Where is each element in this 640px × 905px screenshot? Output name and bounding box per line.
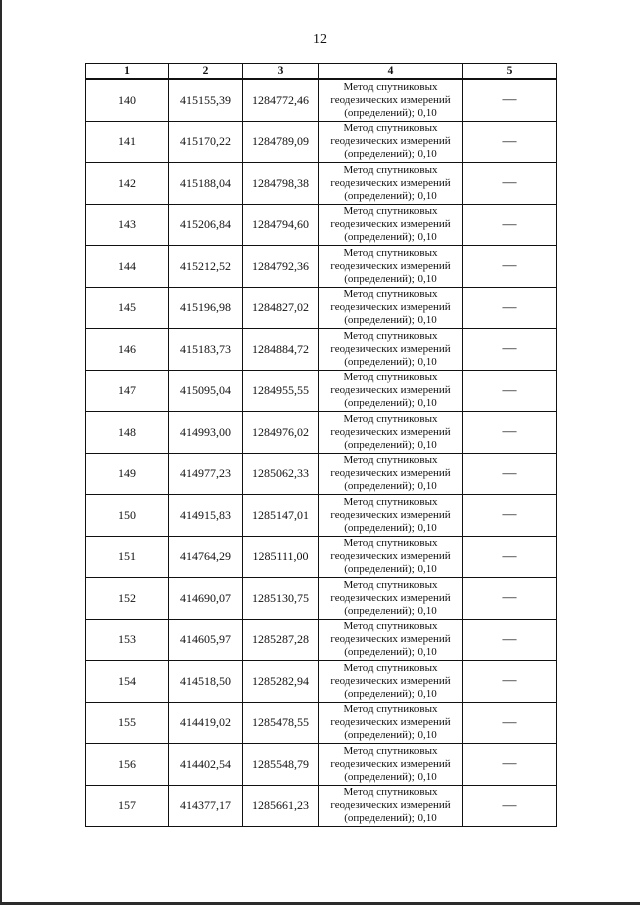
note-dash-cell: — (463, 412, 557, 454)
method-line: (определений); 0,10 (344, 355, 437, 368)
point-number-cell: 146 (86, 329, 169, 371)
coordinate-y-cell: 1285478,55 (243, 702, 319, 744)
method-line: геодезических измерений (330, 93, 451, 106)
table-row (86, 412, 557, 454)
method-line: Метод спутниковых (343, 246, 438, 259)
point-number-cell: 141 (86, 121, 169, 163)
table-row (86, 204, 557, 246)
point-number-cell: 147 (86, 370, 169, 412)
point-number-cell: 150 (86, 495, 169, 537)
method-line: геодезических измерений (330, 757, 451, 770)
method-line: Метод спутниковых (343, 80, 438, 93)
coordinate-y-cell: 1285661,23 (243, 785, 319, 827)
method-line: (определений); 0,10 (344, 314, 437, 327)
method-cell (319, 453, 463, 495)
coordinate-x-cell: 414764,29 (169, 536, 243, 578)
coordinate-x-cell: 415196,98 (169, 287, 243, 329)
coordinate-x-cell: 414419,02 (169, 702, 243, 744)
table-row (86, 121, 557, 163)
method-cell (319, 204, 463, 246)
coordinate-x-cell: 415170,22 (169, 121, 243, 163)
coordinate-y-cell: 1285282,94 (243, 661, 319, 703)
method-line: геодезических измерений (330, 259, 451, 272)
method-line: (определений); 0,10 (344, 231, 437, 244)
method-cell (319, 744, 463, 786)
method-cell (319, 578, 463, 620)
note-dash-cell: — (463, 370, 557, 412)
coordinate-y-cell: 1285111,00 (243, 536, 319, 578)
table-row (86, 578, 557, 620)
note-dash-cell: — (463, 204, 557, 246)
point-number-cell: 157 (86, 785, 169, 827)
method-line: Метод спутниковых (343, 537, 438, 550)
method-cell (319, 246, 463, 288)
note-dash-cell: — (463, 661, 557, 703)
coordinate-y-cell: 1285130,75 (243, 578, 319, 620)
method-line: (определений); 0,10 (344, 563, 437, 576)
method-line: геодезических измерений (330, 799, 451, 812)
note-dash-cell: — (463, 163, 557, 205)
method-line: (определений); 0,10 (344, 397, 437, 410)
method-line: Метод спутниковых (343, 495, 438, 508)
method-line: Метод спутниковых (343, 744, 438, 757)
header-col-1: 1 (86, 64, 169, 80)
table-row (86, 329, 557, 371)
note-dash-cell: — (463, 536, 557, 578)
note-dash-cell: — (463, 702, 557, 744)
table-row (86, 661, 557, 703)
method-line: геодезических измерений (330, 301, 451, 314)
method-line: (определений); 0,10 (344, 770, 437, 783)
point-number-cell: 145 (86, 287, 169, 329)
method-line: Метод спутниковых (343, 122, 438, 135)
point-number-cell: 148 (86, 412, 169, 454)
coordinate-y-cell: 1284792,36 (243, 246, 319, 288)
coordinate-y-cell: 1284884,72 (243, 329, 319, 371)
method-line: геодезических измерений (330, 176, 451, 189)
method-line: геодезических измерений (330, 633, 451, 646)
table-row (86, 702, 557, 744)
coordinate-y-cell: 1284772,46 (243, 79, 319, 121)
header-col-5: 5 (463, 64, 557, 80)
method-line: геодезических измерений (330, 550, 451, 563)
method-line: Метод спутниковых (343, 163, 438, 176)
coordinate-y-cell: 1285287,28 (243, 619, 319, 661)
point-number-cell: 144 (86, 246, 169, 288)
method-cell (319, 536, 463, 578)
method-cell (319, 412, 463, 454)
method-line: (определений); 0,10 (344, 646, 437, 659)
coordinate-x-cell: 414402,54 (169, 744, 243, 786)
method-line: (определений); 0,10 (344, 106, 437, 119)
coordinate-x-cell: 414690,07 (169, 578, 243, 620)
coordinate-y-cell: 1284976,02 (243, 412, 319, 454)
method-line: геодезических измерений (330, 425, 451, 438)
scan-edge-left (0, 0, 2, 905)
point-number-cell: 156 (86, 744, 169, 786)
method-line: (определений); 0,10 (344, 604, 437, 617)
method-line: Метод спутниковых (343, 661, 438, 674)
table-header-row (86, 64, 557, 80)
table-row (86, 370, 557, 412)
note-dash-cell: — (463, 121, 557, 163)
method-line: Метод спутниковых (343, 454, 438, 467)
note-dash-cell: — (463, 246, 557, 288)
method-line: (определений); 0,10 (344, 148, 437, 161)
method-line: геодезических измерений (330, 342, 451, 355)
table-row (86, 536, 557, 578)
table-row (86, 744, 557, 786)
table-row (86, 287, 557, 329)
coordinate-x-cell: 415095,04 (169, 370, 243, 412)
point-number-cell: 153 (86, 619, 169, 661)
method-line: (определений); 0,10 (344, 521, 437, 534)
method-line: Метод спутниковых (343, 703, 438, 716)
coordinate-x-cell: 415188,04 (169, 163, 243, 205)
method-line: геодезических измерений (330, 674, 451, 687)
method-line: Метод спутниковых (343, 412, 438, 425)
coordinate-y-cell: 1284794,60 (243, 204, 319, 246)
note-dash-cell: — (463, 578, 557, 620)
method-line: (определений); 0,10 (344, 729, 437, 742)
point-number-cell: 143 (86, 204, 169, 246)
table-body (86, 79, 557, 827)
note-dash-cell: — (463, 329, 557, 371)
coordinate-y-cell: 1285062,33 (243, 453, 319, 495)
method-line: геодезических измерений (330, 135, 451, 148)
point-number-cell: 155 (86, 702, 169, 744)
method-cell (319, 329, 463, 371)
table-row (86, 163, 557, 205)
method-line: (определений); 0,10 (344, 272, 437, 285)
note-dash-cell: — (463, 453, 557, 495)
method-line: (определений); 0,10 (344, 189, 437, 202)
table-row (86, 495, 557, 537)
method-cell (319, 495, 463, 537)
method-line: геодезических измерений (330, 508, 451, 521)
method-cell (319, 619, 463, 661)
point-number-cell: 142 (86, 163, 169, 205)
header-col-3: 3 (243, 64, 319, 80)
coordinate-x-cell: 414977,23 (169, 453, 243, 495)
table-row (86, 79, 557, 121)
method-cell (319, 702, 463, 744)
method-line: (определений); 0,10 (344, 812, 437, 825)
coordinate-x-cell: 414605,97 (169, 619, 243, 661)
page-number: 12 (313, 32, 327, 47)
header-col-4: 4 (319, 64, 463, 80)
coordinates-table (85, 63, 557, 827)
table-row (86, 246, 557, 288)
table-row (86, 453, 557, 495)
method-line: (определений); 0,10 (344, 480, 437, 493)
coordinates-table-container (85, 63, 556, 827)
method-line: геодезических измерений (330, 218, 451, 231)
note-dash-cell: — (463, 495, 557, 537)
method-line: геодезических измерений (330, 467, 451, 480)
method-line: геодезических измерений (330, 591, 451, 604)
coordinate-x-cell: 415206,84 (169, 204, 243, 246)
coordinate-x-cell: 414377,17 (169, 785, 243, 827)
method-line: геодезических измерений (330, 716, 451, 729)
coordinate-y-cell: 1285147,01 (243, 495, 319, 537)
point-number-cell: 140 (86, 79, 169, 121)
method-line: Метод спутниковых (343, 371, 438, 384)
method-line: Метод спутниковых (343, 288, 438, 301)
method-line: Метод спутниковых (343, 205, 438, 218)
coordinate-y-cell: 1284798,38 (243, 163, 319, 205)
note-dash-cell: — (463, 619, 557, 661)
point-number-cell: 151 (86, 536, 169, 578)
header-col-2: 2 (169, 64, 243, 80)
method-line: Метод спутниковых (343, 786, 438, 799)
method-cell (319, 121, 463, 163)
coordinate-x-cell: 415212,52 (169, 246, 243, 288)
method-cell (319, 370, 463, 412)
method-cell (319, 785, 463, 827)
coordinate-x-cell: 414993,00 (169, 412, 243, 454)
point-number-cell: 149 (86, 453, 169, 495)
coordinate-x-cell: 414915,83 (169, 495, 243, 537)
method-cell (319, 163, 463, 205)
method-line: Метод спутниковых (343, 620, 438, 633)
coordinate-x-cell: 415155,39 (169, 79, 243, 121)
coordinate-x-cell: 415183,73 (169, 329, 243, 371)
note-dash-cell: — (463, 744, 557, 786)
method-cell (319, 661, 463, 703)
note-dash-cell: — (463, 79, 557, 121)
coordinate-y-cell: 1285548,79 (243, 744, 319, 786)
point-number-cell: 152 (86, 578, 169, 620)
coordinate-x-cell: 414518,50 (169, 661, 243, 703)
method-line: геодезических измерений (330, 384, 451, 397)
method-cell (319, 287, 463, 329)
note-dash-cell: — (463, 287, 557, 329)
table-row (86, 619, 557, 661)
method-line: (определений); 0,10 (344, 438, 437, 451)
coordinate-y-cell: 1284789,09 (243, 121, 319, 163)
method-line: Метод спутниковых (343, 329, 438, 342)
table-row (86, 785, 557, 827)
point-number-cell: 154 (86, 661, 169, 703)
method-line: Метод спутниковых (343, 578, 438, 591)
coordinate-y-cell: 1284955,55 (243, 370, 319, 412)
method-cell (319, 79, 463, 121)
coordinate-y-cell: 1284827,02 (243, 287, 319, 329)
method-line: (определений); 0,10 (344, 687, 437, 700)
note-dash-cell: — (463, 785, 557, 827)
